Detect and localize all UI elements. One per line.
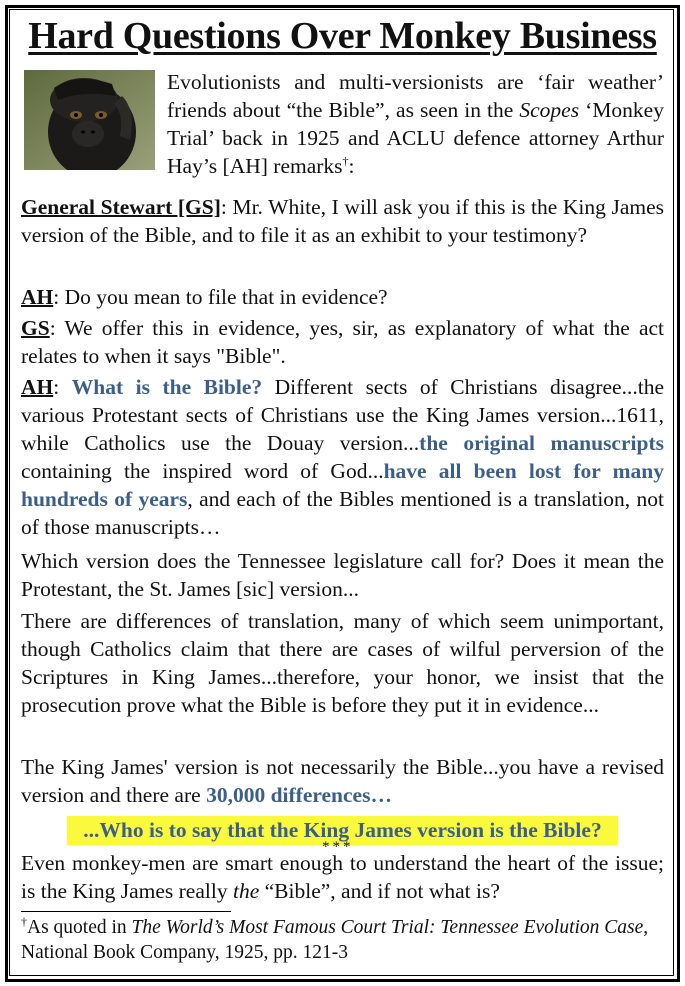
paragraph-gs-2 bbox=[21, 314, 664, 370]
paragraph-gs-1 bbox=[21, 193, 664, 249]
speaker-ah: AH bbox=[21, 285, 54, 309]
paragraph-version: Which version does the Tennessee legislature call for? Does it mean the Protestant, the St. James [sic] version... bbox=[21, 549, 664, 601]
closing-text-2: “Bible”, and if not what is? bbox=[259, 879, 500, 903]
ah-1-text: : Do you mean to file that in evidence? bbox=[53, 285, 388, 309]
highlight-30000: 30,000 differences… bbox=[206, 783, 392, 807]
monkey-photo bbox=[24, 70, 155, 170]
footnote-divider bbox=[21, 911, 231, 912]
closing-paragraph bbox=[21, 849, 664, 905]
dagger-mark: † bbox=[342, 153, 349, 168]
scopes-italic: Scopes bbox=[519, 98, 580, 122]
footnote-text-1: As quoted in bbox=[27, 917, 132, 938]
intro-paragraph bbox=[167, 68, 664, 180]
intro-text-1: Evolutionists and multi-versionists are ‘fair weather’ friends about “the Bible”, as seen in the bbox=[167, 70, 664, 122]
paragraph-king-james bbox=[21, 753, 664, 809]
highlight-lost: have all been lost for many hundreds of years bbox=[21, 459, 664, 511]
paragraph-ah-2 bbox=[21, 373, 664, 541]
ah-2-text-1: Different sects of Christians disagree...the various Protestant sects of Christians use the King James version...1611, while Catholics use the Douay version... bbox=[21, 375, 664, 455]
highlight-question: ...Who is to say that the King James version is the Bible? bbox=[83, 818, 602, 842]
footnote-dagger: † bbox=[21, 914, 27, 929]
colon: : bbox=[53, 375, 72, 399]
intro-text-3: : bbox=[348, 154, 355, 178]
intro-text-2: ‘Monkey Trial’ back in 1925 and ACLU defence attorney Arthur Hay’s [AH] remarks bbox=[167, 98, 664, 178]
closing-text-1: Even monkey-men are smart enough to understand the heart of the issue; is the King James really bbox=[21, 851, 664, 903]
speaker-gs-full: General Stewart [GS] bbox=[21, 195, 221, 219]
paragraph-ah-1 bbox=[21, 283, 664, 311]
highlight-original-manuscripts: the original manuscripts bbox=[419, 431, 664, 455]
closing-italic: the bbox=[232, 879, 260, 903]
highlight-what-is-bible: What is the Bible? bbox=[71, 375, 263, 399]
speaker-gs: GS bbox=[21, 316, 50, 340]
gs-1-text: : Mr. White, I will ask you if this is the King James version of the Bible, and to file it as an exhibit to your testimony? bbox=[21, 195, 664, 247]
ah-2-text-2: containing the inspired word of God... bbox=[21, 459, 384, 483]
paragraph-differences: There are differences of translation, many of which seem unimportant, though Catholics claim that there are cases of wilful perversion of the Scriptures in King James...therefore, your honor, we insist that the prosecution prove what the Bible is before they put it in evidence... bbox=[21, 609, 664, 717]
footnote bbox=[21, 915, 664, 965]
gs-2-text: : We offer this in evidence, yes, sir, as explanatory of what the act relates to when it says "Bible". bbox=[21, 316, 664, 368]
section-stars: *** bbox=[322, 839, 354, 855]
speaker-ah-2: AH bbox=[21, 375, 54, 399]
ah-2-text-3: , and each of the Bibles mentioned is a translation, not of those manuscripts… bbox=[21, 487, 664, 539]
footnote-book-title: The World’s Most Famous Court Trial: Tennessee Evolution Case bbox=[131, 917, 644, 938]
footnote-text-2: , National Book Company, 1925, pp. 121-3 bbox=[21, 917, 649, 963]
page-title: Hard Questions Over Monkey Business bbox=[28, 15, 657, 57]
kj-text: The King James' version is not necessarily the Bible...you have a revised version and there are bbox=[21, 755, 664, 807]
